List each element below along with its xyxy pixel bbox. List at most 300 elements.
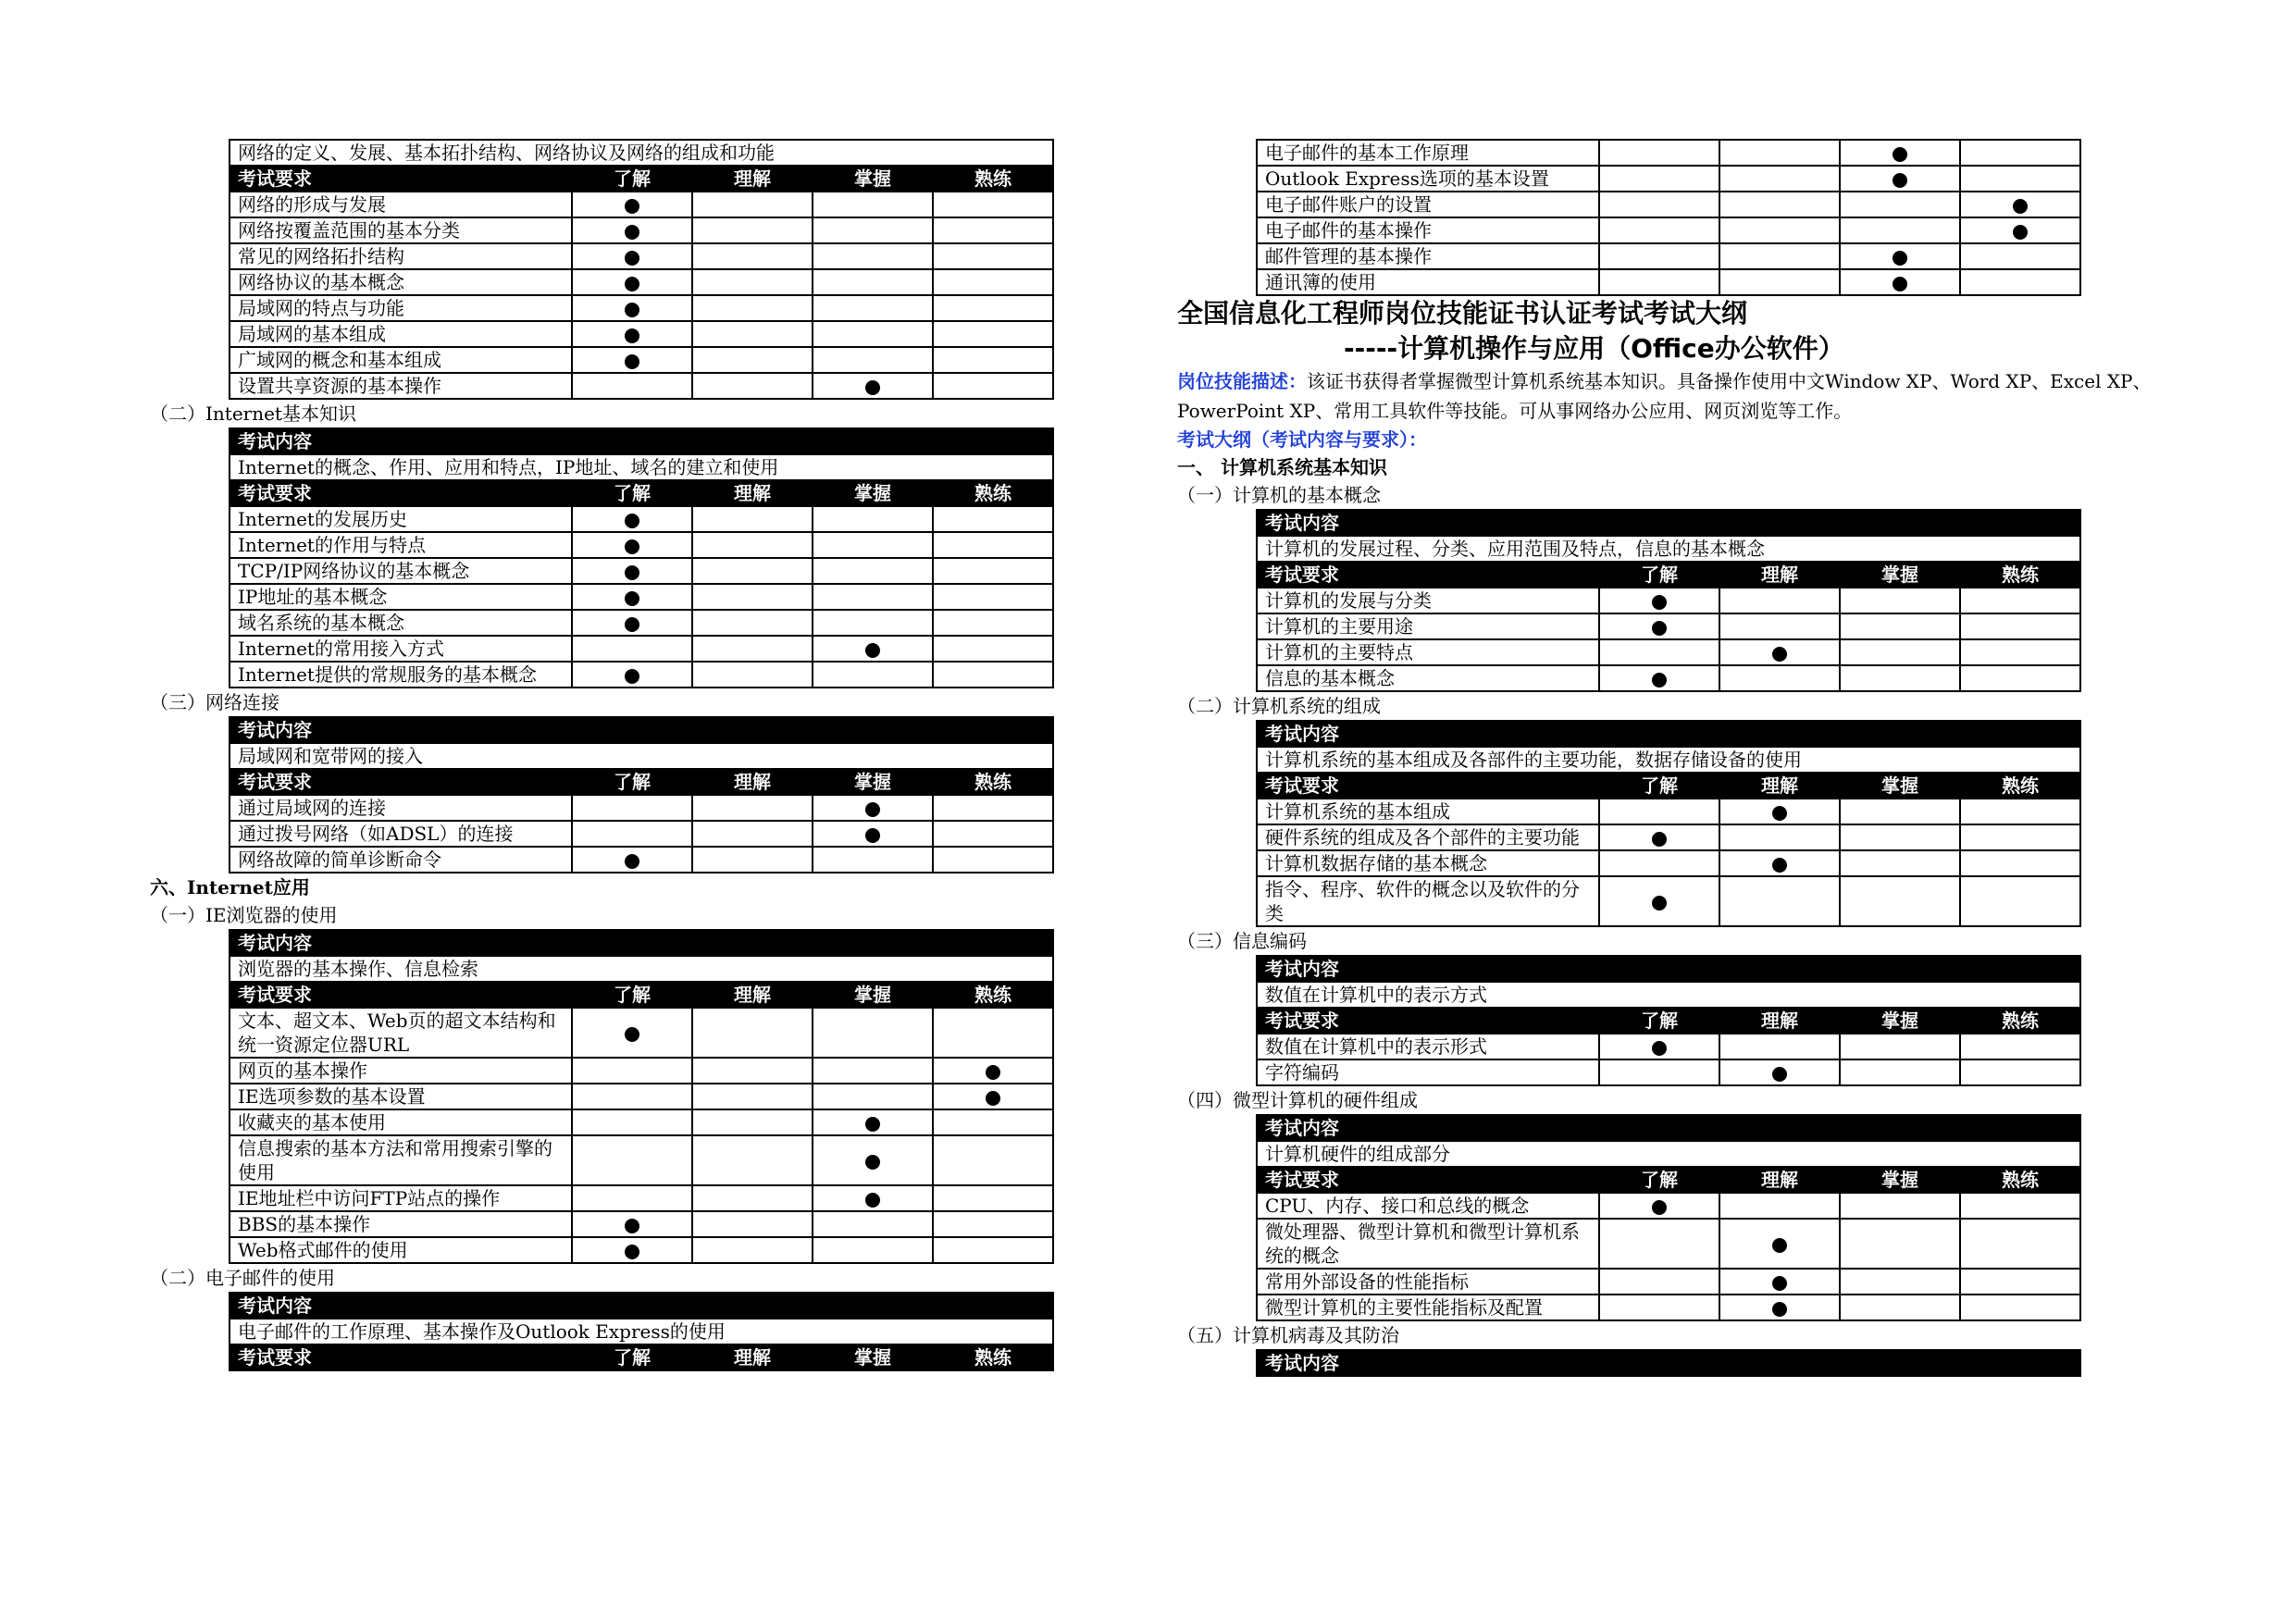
level-cell [692, 532, 813, 558]
bullet-dot-icon [1652, 1200, 1667, 1215]
level-cell [813, 321, 933, 347]
level-cell [1840, 1295, 1960, 1320]
column-header-comprehend: 理解 [692, 166, 813, 192]
bullet-dot-icon [865, 643, 880, 658]
table-row [230, 269, 1053, 295]
level-cell [813, 1135, 933, 1185]
requirement-item: Internet的发展历史 [230, 506, 572, 532]
level-cell [692, 217, 813, 243]
level-cell [1719, 1219, 1840, 1269]
level-cell [1840, 588, 1960, 613]
right-column [1177, 139, 2167, 1377]
requirement-header-row [230, 769, 1053, 795]
requirement-item: IE选项参数的基本设置 [230, 1084, 572, 1109]
column-header-master: 掌握 [1840, 1167, 1960, 1193]
requirement-table [229, 139, 1054, 400]
table-row [1257, 192, 2080, 217]
subsection-title: （一）计算机的基本概念 [1177, 484, 1381, 506]
level-cell [813, 243, 933, 269]
table-row [1257, 665, 2080, 691]
content-header-row [230, 428, 1053, 454]
level-cell [1599, 799, 1719, 824]
requirement-item: 电子邮件的基本工作原理 [1257, 140, 1599, 166]
bullet-dot-icon [625, 617, 639, 632]
bullet-dot-icon [625, 1245, 639, 1259]
table-row [230, 1008, 1053, 1058]
level-cell [1840, 192, 1960, 217]
column-header-understand: 了解 [1599, 1008, 1719, 1034]
bullet-dot-icon [1893, 147, 1907, 162]
table-row [1257, 140, 2080, 166]
bullet-dot-icon [865, 828, 880, 843]
table-row [230, 821, 1053, 847]
bullet-dot-icon [1772, 1067, 1787, 1082]
table-row [230, 1237, 1053, 1263]
level-cell [1599, 876, 1719, 926]
table-row [230, 1084, 1053, 1109]
level-cell [933, 610, 1053, 636]
level-cell [692, 192, 813, 217]
level-cell [1719, 192, 1840, 217]
requirement-table [229, 1292, 1054, 1371]
table-row [230, 636, 1053, 662]
bullet-dot-icon [2013, 225, 2028, 240]
subsection-title: （三）网络连接 [150, 691, 279, 713]
requirement-table [229, 716, 1054, 873]
level-cell [572, 821, 692, 847]
content-header-row [1257, 721, 2080, 747]
column-header-understand: 了解 [572, 480, 692, 506]
requirement-header-row [230, 166, 1053, 192]
column-header-understand: 了解 [572, 166, 692, 192]
level-cell [1840, 876, 1960, 926]
level-cell [1840, 217, 1960, 243]
requirement-table [1256, 509, 2081, 692]
level-cell [692, 1237, 813, 1263]
level-cell [572, 1211, 692, 1237]
bullet-dot-icon [1893, 277, 1907, 291]
requirement-item: 网页的基本操作 [230, 1058, 572, 1084]
requirement-header-row [1257, 562, 2080, 588]
requirement-item: IE地址栏中访问FTP站点的操作 [230, 1185, 572, 1211]
table-row [1257, 876, 2080, 926]
bullet-dot-icon [625, 303, 639, 317]
level-cell [692, 795, 813, 821]
bullet-dot-icon [625, 199, 639, 214]
requirement-item: 信息的基本概念 [1257, 665, 1599, 691]
content-header-row [1257, 1115, 2080, 1141]
level-cell [572, 347, 692, 373]
content-row [230, 140, 1053, 166]
bullet-dot-icon [1652, 673, 1667, 688]
level-cell [572, 1109, 692, 1135]
level-cell [1599, 269, 1719, 295]
level-cell [692, 321, 813, 347]
subsection-title: （五）计算机病毒及其防治 [1177, 1324, 1399, 1346]
column-header-proficient: 熟练 [1960, 773, 2080, 799]
level-cell [692, 558, 813, 584]
table-row [1257, 850, 2080, 876]
content-row [1257, 982, 2080, 1008]
level-cell [1719, 1034, 1840, 1059]
bullet-dot-icon [1772, 858, 1787, 873]
level-cell [692, 373, 813, 399]
level-cell [1960, 192, 2080, 217]
level-cell [813, 795, 933, 821]
level-cell [692, 1008, 813, 1058]
requirement-header-row [1257, 773, 2080, 799]
requirement-header-row [230, 982, 1053, 1008]
column-header-understand: 了解 [1599, 773, 1719, 799]
content-label: 考试内容 [1257, 510, 2080, 536]
level-cell [813, 192, 933, 217]
table-row [230, 192, 1053, 217]
bullet-dot-icon [1893, 251, 1907, 266]
table-row [230, 532, 1053, 558]
table-row [1257, 243, 2080, 269]
requirement-item: 设置共享资源的基本操作 [230, 373, 572, 399]
column-header-understand: 了解 [572, 982, 692, 1008]
subsection-title: （三）信息编码 [1177, 930, 1307, 952]
level-cell [933, 795, 1053, 821]
requirement-item: 信息搜索的基本方法和常用搜索引擎的使用 [230, 1135, 572, 1185]
table-row [1257, 588, 2080, 613]
bullet-dot-icon [625, 1219, 639, 1233]
level-cell [813, 269, 933, 295]
bullet-dot-icon [625, 354, 639, 369]
level-cell [1719, 140, 1840, 166]
level-cell [933, 1185, 1053, 1211]
bullet-dot-icon [625, 669, 639, 684]
document-title: 全国信息化工程师岗位技能证书认证考试考试大纲 [1177, 298, 1748, 328]
level-cell [572, 295, 692, 321]
level-cell [1960, 824, 2080, 850]
level-cell [1840, 1193, 1960, 1219]
level-cell [572, 1135, 692, 1185]
level-cell [1840, 824, 1960, 850]
column-header-understand: 了解 [572, 769, 692, 795]
column-header-proficient: 熟练 [933, 480, 1053, 506]
content-label: 考试内容 [1257, 1115, 2080, 1141]
content-row [230, 956, 1053, 982]
requirement-item: Outlook Express选项的基本设置 [1257, 166, 1599, 192]
level-cell [1960, 613, 2080, 639]
level-cell [1960, 1269, 2080, 1295]
requirement-label: 考试要求 [230, 769, 572, 795]
column-header-comprehend: 理解 [1719, 562, 1840, 588]
level-cell [1719, 613, 1840, 639]
level-cell [572, 795, 692, 821]
requirement-item: 通过拨号网络（如ADSL）的连接 [230, 821, 572, 847]
column-header-master: 掌握 [1840, 773, 1960, 799]
level-cell [1599, 665, 1719, 691]
level-cell [692, 821, 813, 847]
level-cell [813, 373, 933, 399]
level-cell [933, 532, 1053, 558]
level-cell [1719, 1269, 1840, 1295]
column-header-proficient: 熟练 [933, 982, 1053, 1008]
table-row [230, 1109, 1053, 1135]
level-cell [692, 662, 813, 688]
table-row [1257, 1059, 2080, 1085]
column-header-master: 掌握 [813, 1344, 933, 1370]
level-cell [813, 295, 933, 321]
content-text: Internet的概念、作用、应用和特点，IP地址、域名的建立和使用 [230, 454, 1053, 480]
content-row [230, 454, 1053, 480]
level-cell [1960, 217, 2080, 243]
column-header-master: 掌握 [813, 480, 933, 506]
level-cell [1960, 243, 2080, 269]
level-cell [1719, 799, 1840, 824]
section-title: 六、Internet应用 [150, 876, 310, 898]
column-header-master: 掌握 [813, 769, 933, 795]
level-cell [572, 1185, 692, 1211]
bullet-dot-icon [625, 565, 639, 580]
subsection-title: （二）Internet基本知识 [150, 403, 356, 425]
bullet-dot-icon [1893, 173, 1907, 188]
table-row [1257, 1295, 2080, 1320]
level-cell [933, 1135, 1053, 1185]
table-row [230, 243, 1053, 269]
content-header-row [230, 717, 1053, 743]
requirement-item: Web格式邮件的使用 [230, 1237, 572, 1263]
level-cell [933, 821, 1053, 847]
outline-label: 考试大纲（考试内容与要求）： [1177, 428, 1427, 451]
bullet-dot-icon [625, 225, 639, 240]
column-header-master: 掌握 [1840, 1008, 1960, 1034]
level-cell [933, 1008, 1053, 1058]
level-cell [1599, 824, 1719, 850]
table-row [230, 558, 1053, 584]
level-cell [692, 1058, 813, 1084]
column-header-comprehend: 理解 [692, 1344, 813, 1370]
content-label: 考试内容 [230, 717, 1053, 743]
requirement-item: Internet的作用与特点 [230, 532, 572, 558]
requirement-label: 考试要求 [1257, 1008, 1599, 1034]
requirement-header-row [230, 1344, 1053, 1370]
content-row [230, 1319, 1053, 1344]
bullet-dot-icon [865, 1193, 880, 1208]
bullet-dot-icon [1772, 806, 1787, 821]
level-cell [572, 243, 692, 269]
requirement-item: 数值在计算机中的表示形式 [1257, 1034, 1599, 1059]
level-cell [1960, 639, 2080, 665]
requirement-item: IP地址的基本概念 [230, 584, 572, 610]
table-row [1257, 613, 2080, 639]
level-cell [1599, 140, 1719, 166]
level-cell [1960, 166, 2080, 192]
bullet-dot-icon [1652, 621, 1667, 636]
level-cell [813, 821, 933, 847]
level-cell [1840, 269, 1960, 295]
level-cell [1840, 850, 1960, 876]
level-cell [1960, 269, 2080, 295]
requirement-table [1256, 720, 2081, 927]
table-row [230, 1211, 1053, 1237]
requirement-item: 指令、程序、软件的概念以及软件的分类 [1257, 876, 1599, 926]
requirement-item: 微处理器、微型计算机和微型计算机系统的概念 [1257, 1219, 1599, 1269]
level-cell [1960, 140, 2080, 166]
table-row [230, 217, 1053, 243]
requirement-label: 考试要求 [230, 1344, 572, 1370]
requirement-header-row [1257, 1008, 2080, 1034]
level-cell [813, 610, 933, 636]
bullet-dot-icon [865, 802, 880, 817]
requirement-item: CPU、内存、接口和总线的概念 [1257, 1193, 1599, 1219]
level-cell [1719, 1193, 1840, 1219]
level-cell [1840, 799, 1960, 824]
content-label: 考试内容 [230, 1293, 1053, 1319]
section-title: 一、 计算机系统基本知识 [1177, 456, 1387, 478]
level-cell [933, 847, 1053, 873]
bullet-dot-icon [865, 1155, 880, 1170]
content-label: 考试内容 [1257, 956, 2080, 982]
level-cell [1599, 166, 1719, 192]
subsection-title: （二）计算机系统的组成 [1177, 695, 1381, 717]
requirement-table [229, 427, 1054, 688]
level-cell [813, 1084, 933, 1109]
level-cell [1719, 850, 1840, 876]
requirement-item: TCP/IP网络协议的基本概念 [230, 558, 572, 584]
level-cell [933, 1058, 1053, 1084]
level-cell [813, 1211, 933, 1237]
table-row [230, 373, 1053, 399]
level-cell [572, 506, 692, 532]
level-cell [1840, 639, 1960, 665]
level-cell [1840, 1034, 1960, 1059]
column-header-proficient: 熟练 [1960, 562, 2080, 588]
level-cell [572, 584, 692, 610]
requirement-item: 通讯簿的使用 [1257, 269, 1599, 295]
bullet-dot-icon [986, 1091, 1000, 1106]
requirement-item: 文本、超文本、Web页的超文本结构和统一资源定位器URL [230, 1008, 572, 1058]
content-label: 考试内容 [1257, 721, 2080, 747]
level-cell [1719, 166, 1840, 192]
level-cell [933, 269, 1053, 295]
level-cell [933, 243, 1053, 269]
table-row [230, 321, 1053, 347]
requirement-item: 域名系统的基本概念 [230, 610, 572, 636]
column-header-proficient: 熟练 [933, 166, 1053, 192]
level-cell [1599, 588, 1719, 613]
bullet-dot-icon [625, 328, 639, 343]
requirement-table [229, 929, 1054, 1264]
level-cell [813, 558, 933, 584]
bullet-dot-icon [1652, 896, 1667, 911]
table-row [230, 1135, 1053, 1185]
level-cell [813, 847, 933, 873]
level-cell [572, 636, 692, 662]
level-cell [933, 347, 1053, 373]
content-header-row [1257, 956, 2080, 982]
level-cell [1599, 1059, 1719, 1085]
requirement-label: 考试要求 [230, 480, 572, 506]
table-row [230, 1058, 1053, 1084]
requirement-label: 考试要求 [1257, 773, 1599, 799]
column-header-proficient: 熟练 [933, 769, 1053, 795]
level-cell [1599, 192, 1719, 217]
bullet-dot-icon [986, 1065, 1000, 1080]
column-header-understand: 了解 [1599, 1167, 1719, 1193]
requirement-item: 电子邮件账户的设置 [1257, 192, 1599, 217]
level-cell [572, 217, 692, 243]
level-cell [572, 1058, 692, 1084]
bullet-dot-icon [625, 591, 639, 606]
level-cell [572, 321, 692, 347]
level-cell [572, 373, 692, 399]
level-cell [813, 1058, 933, 1084]
level-cell [1719, 243, 1840, 269]
level-cell [1960, 1219, 2080, 1269]
level-cell [1840, 1219, 1960, 1269]
requirement-item: 计算机的发展与分类 [1257, 588, 1599, 613]
table-row [230, 1185, 1053, 1211]
column-header-understand: 了解 [572, 1344, 692, 1370]
column-header-comprehend: 理解 [692, 769, 813, 795]
level-cell [1599, 1269, 1719, 1295]
level-cell [1960, 876, 2080, 926]
column-header-comprehend: 理解 [692, 982, 813, 1008]
level-cell [1719, 588, 1840, 613]
level-cell [1960, 1295, 2080, 1320]
table-row [1257, 1269, 2080, 1295]
level-cell [692, 1185, 813, 1211]
level-cell [1599, 243, 1719, 269]
level-cell [1840, 613, 1960, 639]
requirement-table [1256, 139, 2081, 296]
level-cell [933, 506, 1053, 532]
level-cell [572, 662, 692, 688]
level-cell [1960, 665, 2080, 691]
table-row [1257, 1034, 2080, 1059]
requirement-table [1256, 1349, 2081, 1377]
skill-description [1177, 366, 2167, 426]
level-cell [813, 636, 933, 662]
requirement-header-row [1257, 1167, 2080, 1193]
bullet-dot-icon [625, 1027, 639, 1042]
requirement-item: 计算机的主要用途 [1257, 613, 1599, 639]
content-row [1257, 1141, 2080, 1167]
requirement-item: 硬件系统的组成及各个部件的主要功能 [1257, 824, 1599, 850]
level-cell [813, 532, 933, 558]
content-label: 考试内容 [1257, 1350, 2080, 1376]
level-cell [572, 1084, 692, 1109]
level-cell [692, 1109, 813, 1135]
level-cell [1840, 140, 1960, 166]
level-cell [1960, 850, 2080, 876]
requirement-header-row [230, 480, 1053, 506]
level-cell [692, 584, 813, 610]
column-header-comprehend: 理解 [692, 480, 813, 506]
requirement-item: 常见的网络拓扑结构 [230, 243, 572, 269]
requirement-label: 考试要求 [1257, 1167, 1599, 1193]
level-cell [933, 1211, 1053, 1237]
level-cell [813, 1237, 933, 1263]
requirement-item: Internet提供的常规服务的基本概念 [230, 662, 572, 688]
level-cell [1840, 166, 1960, 192]
level-cell [933, 662, 1053, 688]
column-header-master: 掌握 [813, 166, 933, 192]
level-cell [1960, 1034, 2080, 1059]
level-cell [933, 1237, 1053, 1263]
table-row [230, 795, 1053, 821]
column-header-proficient: 熟练 [1960, 1008, 2080, 1034]
column-header-comprehend: 理解 [1719, 1167, 1840, 1193]
column-header-comprehend: 理解 [1719, 1008, 1840, 1034]
content-text: 浏览器的基本操作、信息检索 [230, 956, 1053, 982]
level-cell [1840, 1059, 1960, 1085]
level-cell [1719, 876, 1840, 926]
